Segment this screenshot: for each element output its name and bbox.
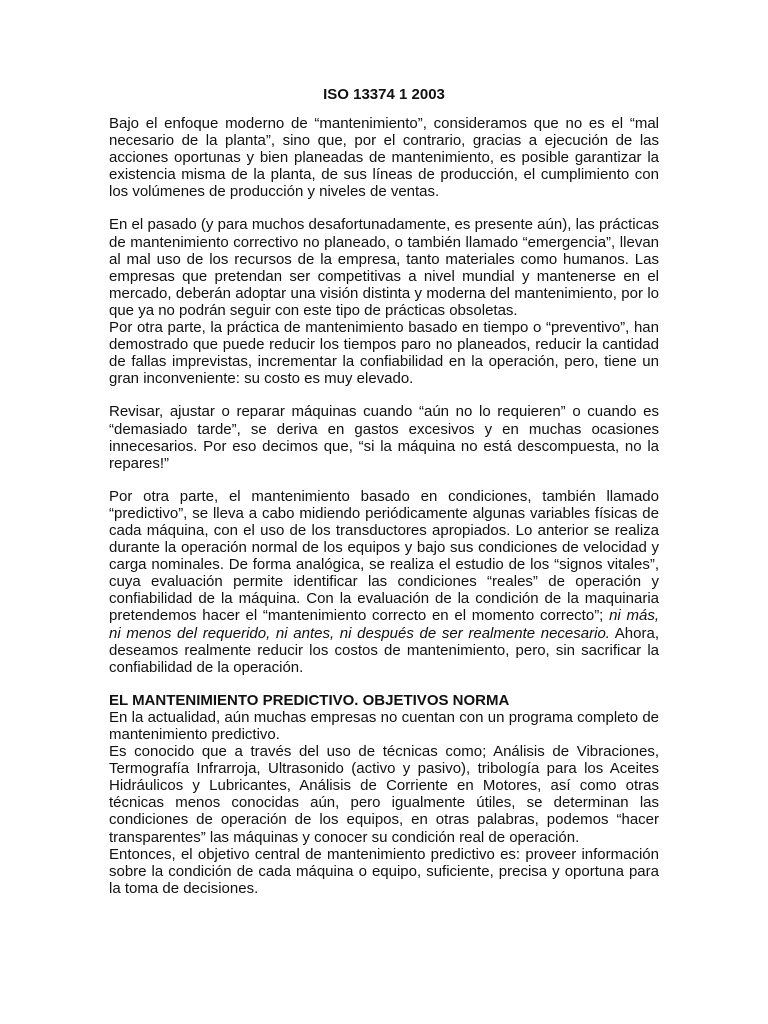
paragraph-predictive-maintenance (109, 488, 659, 676)
document-title: ISO 13374 1 2003 (323, 86, 445, 103)
paragraph-predictive-text-b: Ahora, deseamos realmente reducir los costos de mantenimiento, pero, sin sacrificar la confiabilidad de la operación. (109, 624, 659, 676)
paragraph-corrective-maintenance: En el pasado (y para muchos desafortunadamente, es presente aún), las prácticas de mantenimiento correctivo no planeado, o también llamado “emergencia”, llevan al mal uso de los recursos de la empresa, tanto materiales como humanos. Las empresas que pretendan ser competitivas a nivel mundial y mantenerse en el mercado, deberán adoptar una visión distinta y moderna del mantenimiento, por lo que ya no podrán seguir con este tipo de prácticas obsoletas. (109, 216, 659, 319)
section-paragraph-current-state: En la actualidad, aún muchas empresas no cuentan con un programa completo de mantenimiento predictivo. (109, 708, 659, 743)
paragraph-preventive-maintenance: Por otra parte, la práctica de mantenimiento basado en tiempo o “preventivo”, han demostrado que puede reducir los tiempos paro no planeados, reducir la cantidad de fallas imprevistas, incrementar la confiabilidad en la operación, pero, tiene un gran inconveniente: su costo es muy elevado. (109, 319, 659, 388)
paragraph-modern-maintenance: Bajo el enfoque moderno de “mantenimiento”, consideramos que no es el “mal necesario de la planta”, sino que, por el contrario, gracias a ejecución de las acciones oportunas y bien planeadas de mantenimiento, es posible garantizar la existencia misma de la planta, de sus líneas de producción, el cumplimiento con los volúmenes de producción y niveles de ventas. (109, 115, 659, 201)
section-paragraph-techniques: Es conocido que a través del uso de técnicas como; Análisis de Vibraciones, Termografía Infrarroja, Ultrasonido (activo y pasivo), tribología para los Aceites Hidráulicos y Lubricantes, Análisis de Corriente en Motores, así como otras técnicas menos conocidas aún, pero igualmente útiles, se determinan las condiciones de operación de los equipos, en otras palabras, podemos “hacer transparentes” las máquinas y conocer su condición real de operación. (109, 743, 659, 846)
section-heading: EL MANTENIMIENTO PREDICTIVO. OBJETIVOS NORMA (109, 691, 510, 709)
paragraph-predictive-italic: ni más, ni menos del requerido, ni antes, ni después de ser realmente necesario. (109, 607, 659, 642)
paragraph-predictive-text-a: Por otra parte, el mantenimiento basado en condiciones, también llamado “predictivo”, se lleva a cabo midiendo periódicamente algunas variables físicas de cada máquina, con el uso de los transductores apropiados. Lo anterior se realiza durante la operación normal de los equipos y bajo sus condiciones de velocidad y carga nominales. De forma analógica, se realiza el estudio de los “signos vitales”, cuya evaluación permite identificar las condiciones “reales” de operación y confiabilidad de la máquina. Con la evaluación de la condición de la maquinaria pretendemos hacer el “mantenimiento correcto en el momento correcto”; (109, 487, 659, 625)
section-paragraph-objective: Entonces, el objetivo central de mantenimiento predictivo es: proveer información sobre la condición de cada máquina o equipo, suficiente, precisa y oportuna para la toma de decisiones. (109, 845, 659, 897)
paragraph-excessive-costs: Revisar, ajustar o reparar máquinas cuando “aún no lo requieren” o cuando es “demasiado tarde”, se deriva en gastos excesivos y en muchas ocasiones innecesarios. Por eso decimos que, “si la máquina no está descompuesta, no la repares!” (109, 403, 659, 472)
document-page (109, 86, 659, 897)
